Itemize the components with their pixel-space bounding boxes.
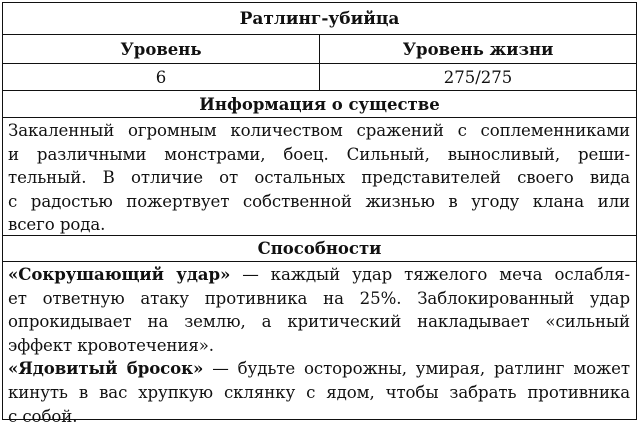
divider xyxy=(3,261,636,262)
abilities-description xyxy=(3,263,636,426)
info-line: всего рода. xyxy=(8,215,106,235)
ability-line: эффект кровотечения». xyxy=(8,335,214,355)
ability-line: «Ядовитый бросок» — будьте осторожны, умирая, ратлинг может xyxy=(8,358,630,379)
creature-stat-card xyxy=(2,2,637,426)
health-header: Уровень жизни xyxy=(402,39,554,59)
info-line: с радостью пожертвует собственной жизнью в угоду клана или xyxy=(8,191,630,211)
divider xyxy=(3,117,636,118)
ability-name-poison-throw: «Ядовитый бросок» xyxy=(8,358,204,379)
ability-line: с собой. xyxy=(8,406,78,426)
ability-name-crushing-blow: «Сокрушающий удар» xyxy=(8,264,231,284)
info-header: Информация о существе xyxy=(199,94,440,114)
info-line: Закаленный огромным количеством сражений с соплеменниками xyxy=(8,121,630,140)
info-description xyxy=(3,119,636,235)
creature-title: Ратлинг-убийца xyxy=(239,8,400,29)
ability-line: «Сокрушающий удар» — каждый удар тяжелого меча ослабля- xyxy=(8,264,630,284)
level-value: 6 xyxy=(155,67,167,87)
health-value: 275/275 xyxy=(443,67,513,87)
abilities-header: Способности xyxy=(257,239,382,258)
level-header: Уровень xyxy=(120,39,202,59)
ability-line: кинуть в вас хрупкую склянку с ядом, чтобы забрать противника xyxy=(8,382,630,402)
info-line: и различными монстрами, боец. Сильный, выносливый, реши- xyxy=(8,144,630,164)
info-line: тельный. В отличие от остальных представителей своего вида xyxy=(8,168,630,188)
ability-line: опрокидывает на землю, а критический накладывает «сильный xyxy=(8,312,630,332)
column-divider xyxy=(319,35,320,90)
ability-line: ет ответную атаку противника на 25%. Заблокированный удар xyxy=(8,288,630,308)
